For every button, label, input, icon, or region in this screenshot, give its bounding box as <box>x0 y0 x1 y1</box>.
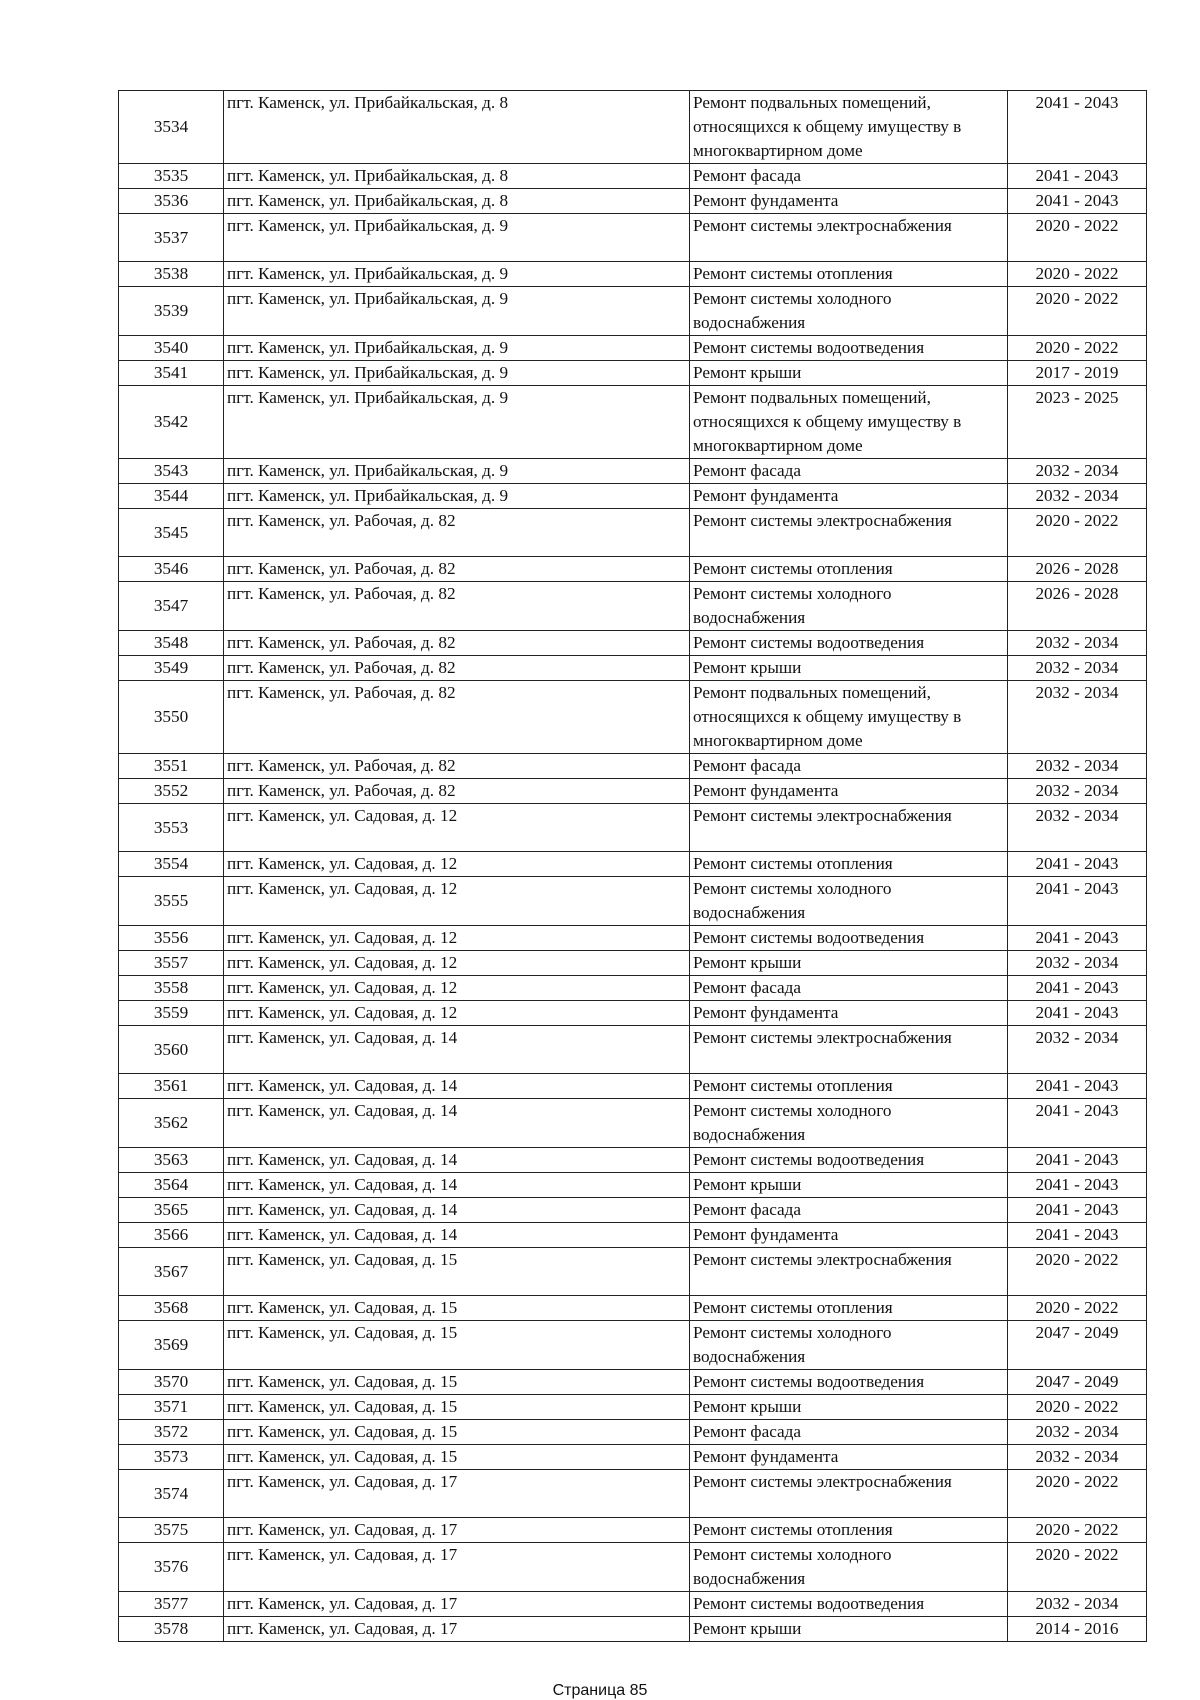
address-cell: пгт. Каменск, ул. Садовая, д. 15 <box>224 1420 690 1445</box>
work-type-cell: Ремонт фасада <box>690 754 1008 779</box>
table-row <box>119 852 1147 877</box>
address-cell: пгт. Каменск, ул. Садовая, д. 12 <box>224 926 690 951</box>
row-number: 3535 <box>119 164 224 189</box>
row-number: 3561 <box>119 1074 224 1099</box>
row-number: 3578 <box>119 1617 224 1642</box>
table-row <box>119 976 1147 1001</box>
period-cell: 2020 - 2022 <box>1008 287 1147 336</box>
row-number: 3553 <box>119 804 224 852</box>
work-type-cell: Ремонт системы холодного водоснабжения <box>690 1543 1008 1592</box>
row-number: 3550 <box>119 681 224 754</box>
row-number: 3568 <box>119 1296 224 1321</box>
address-cell: пгт. Каменск, ул. Садовая, д. 17 <box>224 1518 690 1543</box>
work-type-cell: Ремонт системы холодного водоснабжения <box>690 877 1008 926</box>
row-number: 3552 <box>119 779 224 804</box>
period-cell: 2020 - 2022 <box>1008 1543 1147 1592</box>
table-row <box>119 509 1147 557</box>
address-cell: пгт. Каменск, ул. Садовая, д. 17 <box>224 1470 690 1518</box>
row-number: 3564 <box>119 1173 224 1198</box>
table-row <box>119 1099 1147 1148</box>
work-type-cell: Ремонт системы электроснабжения <box>690 1470 1008 1518</box>
work-type-cell: Ремонт системы электроснабжения <box>690 1026 1008 1074</box>
table-row <box>119 1148 1147 1173</box>
period-cell: 2020 - 2022 <box>1008 1395 1147 1420</box>
table-row <box>119 287 1147 336</box>
period-cell: 2041 - 2043 <box>1008 91 1147 164</box>
work-type-cell: Ремонт системы холодного водоснабжения <box>690 1099 1008 1148</box>
period-cell: 2041 - 2043 <box>1008 1099 1147 1148</box>
address-cell: пгт. Каменск, ул. Рабочая, д. 82 <box>224 681 690 754</box>
row-number: 3555 <box>119 877 224 926</box>
address-cell: пгт. Каменск, ул. Садовая, д. 14 <box>224 1099 690 1148</box>
work-type-cell: Ремонт системы водоотведения <box>690 1370 1008 1395</box>
work-type-cell: Ремонт фундамента <box>690 1223 1008 1248</box>
row-number: 3536 <box>119 189 224 214</box>
work-type-cell: Ремонт крыши <box>690 1395 1008 1420</box>
work-type-cell: Ремонт системы отопления <box>690 1518 1008 1543</box>
row-number: 3574 <box>119 1470 224 1518</box>
address-cell: пгт. Каменск, ул. Рабочая, д. 82 <box>224 509 690 557</box>
table-row <box>119 681 1147 754</box>
row-number: 3534 <box>119 91 224 164</box>
table-row <box>119 164 1147 189</box>
address-cell: пгт. Каменск, ул. Садовая, д. 14 <box>224 1074 690 1099</box>
period-cell: 2041 - 2043 <box>1008 1074 1147 1099</box>
work-type-cell: Ремонт фундамента <box>690 1001 1008 1026</box>
address-cell: пгт. Каменск, ул. Садовая, д. 14 <box>224 1148 690 1173</box>
table-row <box>119 1420 1147 1445</box>
row-number: 3542 <box>119 386 224 459</box>
address-cell: пгт. Каменск, ул. Прибайкальская, д. 8 <box>224 164 690 189</box>
address-cell: пгт. Каменск, ул. Садовая, д. 17 <box>224 1617 690 1642</box>
period-cell: 2041 - 2043 <box>1008 1001 1147 1026</box>
table-row <box>119 386 1147 459</box>
table-row <box>119 484 1147 509</box>
address-cell: пгт. Каменск, ул. Садовая, д. 15 <box>224 1395 690 1420</box>
period-cell: 2017 - 2019 <box>1008 361 1147 386</box>
row-number: 3572 <box>119 1420 224 1445</box>
period-cell: 2026 - 2028 <box>1008 557 1147 582</box>
row-number: 3544 <box>119 484 224 509</box>
work-type-cell: Ремонт системы водоотведения <box>690 926 1008 951</box>
work-type-cell: Ремонт фундамента <box>690 1445 1008 1470</box>
work-type-cell: Ремонт системы холодного водоснабжения <box>690 582 1008 631</box>
address-cell: пгт. Каменск, ул. Прибайкальская, д. 8 <box>224 189 690 214</box>
row-number: 3548 <box>119 631 224 656</box>
address-cell: пгт. Каменск, ул. Рабочая, д. 82 <box>224 656 690 681</box>
table-row <box>119 262 1147 287</box>
table-row <box>119 1198 1147 1223</box>
address-cell: пгт. Каменск, ул. Садовая, д. 14 <box>224 1198 690 1223</box>
table-row <box>119 1518 1147 1543</box>
address-cell: пгт. Каменск, ул. Садовая, д. 12 <box>224 852 690 877</box>
work-type-cell: Ремонт системы электроснабжения <box>690 804 1008 852</box>
period-cell: 2020 - 2022 <box>1008 509 1147 557</box>
address-cell: пгт. Каменск, ул. Садовая, д. 17 <box>224 1543 690 1592</box>
table-row <box>119 582 1147 631</box>
period-cell: 2032 - 2034 <box>1008 1592 1147 1617</box>
table-row <box>119 361 1147 386</box>
table-row <box>119 459 1147 484</box>
address-cell: пгт. Каменск, ул. Садовая, д. 12 <box>224 804 690 852</box>
work-type-cell: Ремонт подвальных помещений, относящихся к общему имуществу в многоквартирном доме <box>690 91 1008 164</box>
table-row <box>119 1296 1147 1321</box>
work-type-cell: Ремонт системы водоотведения <box>690 1148 1008 1173</box>
period-cell: 2041 - 2043 <box>1008 926 1147 951</box>
period-cell: 2020 - 2022 <box>1008 1518 1147 1543</box>
period-cell: 2047 - 2049 <box>1008 1370 1147 1395</box>
table-row <box>119 1074 1147 1099</box>
table-row <box>119 754 1147 779</box>
address-cell: пгт. Каменск, ул. Садовая, д. 12 <box>224 877 690 926</box>
row-number: 3537 <box>119 214 224 262</box>
row-number: 3569 <box>119 1321 224 1370</box>
work-type-cell: Ремонт системы водоотведения <box>690 631 1008 656</box>
period-cell: 2023 - 2025 <box>1008 386 1147 459</box>
period-cell: 2041 - 2043 <box>1008 1173 1147 1198</box>
work-type-cell: Ремонт крыши <box>690 1617 1008 1642</box>
row-number: 3539 <box>119 287 224 336</box>
repair-schedule-table <box>118 90 1147 1642</box>
period-cell: 2041 - 2043 <box>1008 164 1147 189</box>
address-cell: пгт. Каменск, ул. Рабочая, д. 82 <box>224 779 690 804</box>
period-cell: 2020 - 2022 <box>1008 1296 1147 1321</box>
row-number: 3571 <box>119 1395 224 1420</box>
work-type-cell: Ремонт крыши <box>690 951 1008 976</box>
table-row <box>119 951 1147 976</box>
work-type-cell: Ремонт фундамента <box>690 779 1008 804</box>
row-number: 3576 <box>119 1543 224 1592</box>
period-cell: 2032 - 2034 <box>1008 779 1147 804</box>
work-type-cell: Ремонт системы холодного водоснабжения <box>690 1321 1008 1370</box>
row-number: 3562 <box>119 1099 224 1148</box>
table-row <box>119 1470 1147 1518</box>
address-cell: пгт. Каменск, ул. Садовая, д. 12 <box>224 1001 690 1026</box>
address-cell: пгт. Каменск, ул. Прибайкальская, д. 9 <box>224 287 690 336</box>
table-row <box>119 1001 1147 1026</box>
work-type-cell: Ремонт фасада <box>690 1198 1008 1223</box>
period-cell: 2014 - 2016 <box>1008 1617 1147 1642</box>
work-type-cell: Ремонт фасада <box>690 1420 1008 1445</box>
work-type-cell: Ремонт фасада <box>690 164 1008 189</box>
address-cell: пгт. Каменск, ул. Садовая, д. 15 <box>224 1321 690 1370</box>
work-type-cell: Ремонт крыши <box>690 361 1008 386</box>
work-type-cell: Ремонт системы отопления <box>690 1074 1008 1099</box>
row-number: 3545 <box>119 509 224 557</box>
work-type-cell: Ремонт системы электроснабжения <box>690 214 1008 262</box>
work-type-cell: Ремонт фасада <box>690 459 1008 484</box>
address-cell: пгт. Каменск, ул. Рабочая, д. 82 <box>224 754 690 779</box>
table-row <box>119 336 1147 361</box>
period-cell: 2041 - 2043 <box>1008 877 1147 926</box>
address-cell: пгт. Каменск, ул. Прибайкальская, д. 9 <box>224 336 690 361</box>
table-row <box>119 1543 1147 1592</box>
row-number: 3541 <box>119 361 224 386</box>
period-cell: 2032 - 2034 <box>1008 1026 1147 1074</box>
period-cell: 2032 - 2034 <box>1008 681 1147 754</box>
row-number: 3556 <box>119 926 224 951</box>
address-cell: пгт. Каменск, ул. Рабочая, д. 82 <box>224 582 690 631</box>
work-type-cell: Ремонт системы электроснабжения <box>690 509 1008 557</box>
table-row <box>119 1321 1147 1370</box>
work-type-cell: Ремонт фасада <box>690 976 1008 1001</box>
row-number: 3565 <box>119 1198 224 1223</box>
table-row <box>119 1395 1147 1420</box>
address-cell: пгт. Каменск, ул. Рабочая, д. 82 <box>224 557 690 582</box>
work-type-cell: Ремонт системы электроснабжения <box>690 1248 1008 1296</box>
work-type-cell: Ремонт системы отопления <box>690 557 1008 582</box>
table-row <box>119 1445 1147 1470</box>
work-type-cell: Ремонт крыши <box>690 1173 1008 1198</box>
address-cell: пгт. Каменск, ул. Садовая, д. 12 <box>224 976 690 1001</box>
period-cell: 2041 - 2043 <box>1008 1223 1147 1248</box>
period-cell: 2020 - 2022 <box>1008 1470 1147 1518</box>
period-cell: 2032 - 2034 <box>1008 1420 1147 1445</box>
address-cell: пгт. Каменск, ул. Садовая, д. 15 <box>224 1296 690 1321</box>
address-cell: пгт. Каменск, ул. Прибайкальская, д. 9 <box>224 262 690 287</box>
period-cell: 2032 - 2034 <box>1008 951 1147 976</box>
address-cell: пгт. Каменск, ул. Прибайкальская, д. 9 <box>224 459 690 484</box>
address-cell: пгт. Каменск, ул. Прибайкальская, д. 9 <box>224 386 690 459</box>
table-row <box>119 1617 1147 1642</box>
work-type-cell: Ремонт системы отопления <box>690 1296 1008 1321</box>
work-type-cell: Ремонт системы отопления <box>690 262 1008 287</box>
period-cell: 2041 - 2043 <box>1008 852 1147 877</box>
period-cell: 2032 - 2034 <box>1008 631 1147 656</box>
work-type-cell: Ремонт системы водоотведения <box>690 1592 1008 1617</box>
table-row <box>119 189 1147 214</box>
work-type-cell: Ремонт системы водоотведения <box>690 336 1008 361</box>
row-number: 3566 <box>119 1223 224 1248</box>
period-cell: 2047 - 2049 <box>1008 1321 1147 1370</box>
table-row <box>119 1370 1147 1395</box>
address-cell: пгт. Каменск, ул. Садовая, д. 15 <box>224 1248 690 1296</box>
row-number: 3573 <box>119 1445 224 1470</box>
table-row <box>119 804 1147 852</box>
work-type-cell: Ремонт подвальных помещений, относящихся к общему имуществу в многоквартирном доме <box>690 386 1008 459</box>
address-cell: пгт. Каменск, ул. Прибайкальская, д. 9 <box>224 484 690 509</box>
row-number: 3560 <box>119 1026 224 1074</box>
row-number: 3567 <box>119 1248 224 1296</box>
row-number: 3546 <box>119 557 224 582</box>
row-number: 3538 <box>119 262 224 287</box>
table-row <box>119 214 1147 262</box>
row-number: 3554 <box>119 852 224 877</box>
address-cell: пгт. Каменск, ул. Садовая, д. 12 <box>224 951 690 976</box>
row-number: 3570 <box>119 1370 224 1395</box>
table-row <box>119 91 1147 164</box>
period-cell: 2020 - 2022 <box>1008 262 1147 287</box>
work-type-cell: Ремонт системы отопления <box>690 852 1008 877</box>
row-number: 3551 <box>119 754 224 779</box>
address-cell: пгт. Каменск, ул. Прибайкальская, д. 8 <box>224 91 690 164</box>
period-cell: 2020 - 2022 <box>1008 1248 1147 1296</box>
period-cell: 2041 - 2043 <box>1008 976 1147 1001</box>
work-type-cell: Ремонт фундамента <box>690 189 1008 214</box>
period-cell: 2041 - 2043 <box>1008 189 1147 214</box>
period-cell: 2032 - 2034 <box>1008 804 1147 852</box>
table-row <box>119 877 1147 926</box>
address-cell: пгт. Каменск, ул. Садовая, д. 14 <box>224 1026 690 1074</box>
table-row <box>119 1173 1147 1198</box>
period-cell: 2020 - 2022 <box>1008 214 1147 262</box>
table-row <box>119 557 1147 582</box>
period-cell: 2032 - 2034 <box>1008 484 1147 509</box>
work-type-cell: Ремонт подвальных помещений, относящихся к общему имуществу в многоквартирном доме <box>690 681 1008 754</box>
work-type-cell: Ремонт крыши <box>690 656 1008 681</box>
address-cell: пгт. Каменск, ул. Садовая, д. 17 <box>224 1592 690 1617</box>
row-number: 3549 <box>119 656 224 681</box>
table-row <box>119 926 1147 951</box>
row-number: 3559 <box>119 1001 224 1026</box>
period-cell: 2032 - 2034 <box>1008 754 1147 779</box>
table-row <box>119 1592 1147 1617</box>
row-number: 3557 <box>119 951 224 976</box>
address-cell: пгт. Каменск, ул. Садовая, д. 14 <box>224 1223 690 1248</box>
period-cell: 2032 - 2034 <box>1008 1445 1147 1470</box>
period-cell: 2041 - 2043 <box>1008 1148 1147 1173</box>
table-body <box>119 91 1147 1642</box>
table-row <box>119 1026 1147 1074</box>
row-number: 3543 <box>119 459 224 484</box>
address-cell: пгт. Каменск, ул. Прибайкальская, д. 9 <box>224 214 690 262</box>
period-cell: 2026 - 2028 <box>1008 582 1147 631</box>
address-cell: пгт. Каменск, ул. Садовая, д. 15 <box>224 1370 690 1395</box>
table-row <box>119 1248 1147 1296</box>
period-cell: 2032 - 2034 <box>1008 656 1147 681</box>
row-number: 3558 <box>119 976 224 1001</box>
address-cell: пгт. Каменск, ул. Садовая, д. 14 <box>224 1173 690 1198</box>
row-number: 3563 <box>119 1148 224 1173</box>
table-row <box>119 779 1147 804</box>
work-type-cell: Ремонт системы холодного водоснабжения <box>690 287 1008 336</box>
period-cell: 2020 - 2022 <box>1008 336 1147 361</box>
period-cell: 2041 - 2043 <box>1008 1198 1147 1223</box>
table-row <box>119 631 1147 656</box>
address-cell: пгт. Каменск, ул. Прибайкальская, д. 9 <box>224 361 690 386</box>
address-cell: пгт. Каменск, ул. Рабочая, д. 82 <box>224 631 690 656</box>
period-cell: 2032 - 2034 <box>1008 459 1147 484</box>
row-number: 3575 <box>119 1518 224 1543</box>
row-number: 3540 <box>119 336 224 361</box>
work-type-cell: Ремонт фундамента <box>690 484 1008 509</box>
table-row <box>119 1223 1147 1248</box>
row-number: 3547 <box>119 582 224 631</box>
table-row <box>119 656 1147 681</box>
address-cell: пгт. Каменск, ул. Садовая, д. 15 <box>224 1445 690 1470</box>
row-number: 3577 <box>119 1592 224 1617</box>
page-footer: Страница 85 <box>552 1682 648 1699</box>
